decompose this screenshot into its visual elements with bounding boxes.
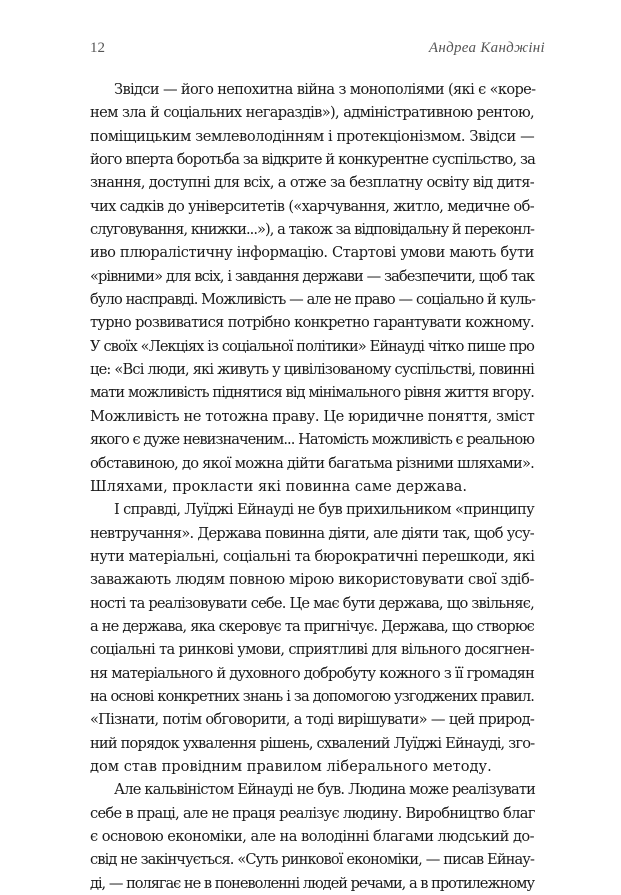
text-line: якого є дуже невизначеним... Натомість можливість є реальною (90, 431, 534, 449)
text-line: ний порядок ухвалення рішень, схвалений Луїджі Ейнауді, зго- (90, 734, 535, 752)
text-line: його вперта боротьба за відкрите й конкурентне суспільство, за (90, 151, 535, 169)
text-line: турно розвиватися потрібно конкретно гарантувати кожному. (90, 314, 534, 332)
text-line: обставиною, до якої можна дійти багатьма різними шляхами». (90, 454, 535, 472)
text-line: нути матеріальні, соціальні та бюрократичні перешкоди, які (90, 547, 535, 565)
text-line: на основі конкретних знань і за допомогою узгоджених правил. (90, 687, 534, 705)
text-line: Звідси — його непохитна війна з монополіями (які є «коре- (114, 81, 536, 98)
text-line: нем зла й соціальних негараздів»), адміністративною рентою, (90, 104, 534, 122)
body-text (90, 78, 534, 895)
text-line: мати можливість піднятися від мінімального рівня життя вгору. (90, 384, 534, 402)
text-line: поміщицьким землеволодінням і протекціонізмом. Звідси — (90, 127, 535, 145)
text-line: слуговування, книжки...»), а також за відповідальну й переконл- (90, 221, 534, 239)
text-line: є основою економіки, але на володінні благами людський до- (90, 828, 534, 845)
paragraph-1 (90, 78, 534, 498)
text-line: І справді, Луїджі Ейнауді не був прихильником «принципу (114, 501, 535, 519)
text-line: було насправді. Можливість — але не право — соціально й куль- (90, 291, 535, 309)
text-line: У своїх «Лекціях із соціальної політики» Ейнауді чітко пише про (90, 337, 534, 355)
text-line: соціальні та ринкові умови, сприятливі для вільного досягнен- (90, 641, 534, 659)
text-line: Шляхами, прокласти які повинна саме держава. (90, 477, 468, 495)
text-line: Можливість не тотожна праву. Це юридичне поняття, зміст (90, 407, 535, 425)
text-line: ності та реалізовувати себе. Це має бути держава, що звільняє, (90, 594, 534, 612)
text-line: дом став провідним правилом ліберального методу. (90, 757, 492, 775)
text-line: а не держава, яка скеровує та пригнічує. Держава, що створює (90, 617, 534, 635)
text-line: ня матеріального й духовного добробуту кожного з її громадян (90, 664, 534, 682)
text-line: «Пізнати, потім обговорити, а тоді вирішувати» — цей природ- (90, 711, 534, 729)
text-line: це: «Всі люди, які живуть у цивілізованому суспільстві, повинні (90, 361, 534, 379)
text-line: заважають людям повною мірою використовувати свої здіб- (90, 571, 534, 589)
page-header (90, 40, 545, 64)
running-head-author: Андреа Канджіні (428, 40, 545, 56)
paragraph-3 (90, 778, 534, 895)
text-line: ді, — полягає не в поневоленні людей речами, а в протилежному (90, 874, 534, 892)
text-line: иво плюралістичну інформацію. Стартові умови мають бути (90, 244, 534, 262)
text-line: знання, доступні для всіх, а отже за безплатну освіту від дитя- (90, 174, 534, 192)
text-line: себе в праці, але не праця реалізує людину. Виробництво благ (90, 804, 535, 822)
text-line: невтручання». Держава повинна діяти, але діяти так, щоб усу- (90, 524, 534, 542)
text-line: Але кальвіністом Ейнауді не був. Людина може реалізувати (114, 781, 536, 799)
page-number: 12 (90, 40, 105, 56)
text-line: свід не закінчується. «Суть ринкової економіки, — писав Ейнау- (90, 851, 534, 869)
text-line: чих садків до університетів («харчування, житло, медичне об- (90, 197, 534, 215)
paragraph-2 (90, 498, 534, 778)
text-line: «рівними» для всіх, і завдання держави — забезпечити, щоб так (90, 267, 534, 285)
